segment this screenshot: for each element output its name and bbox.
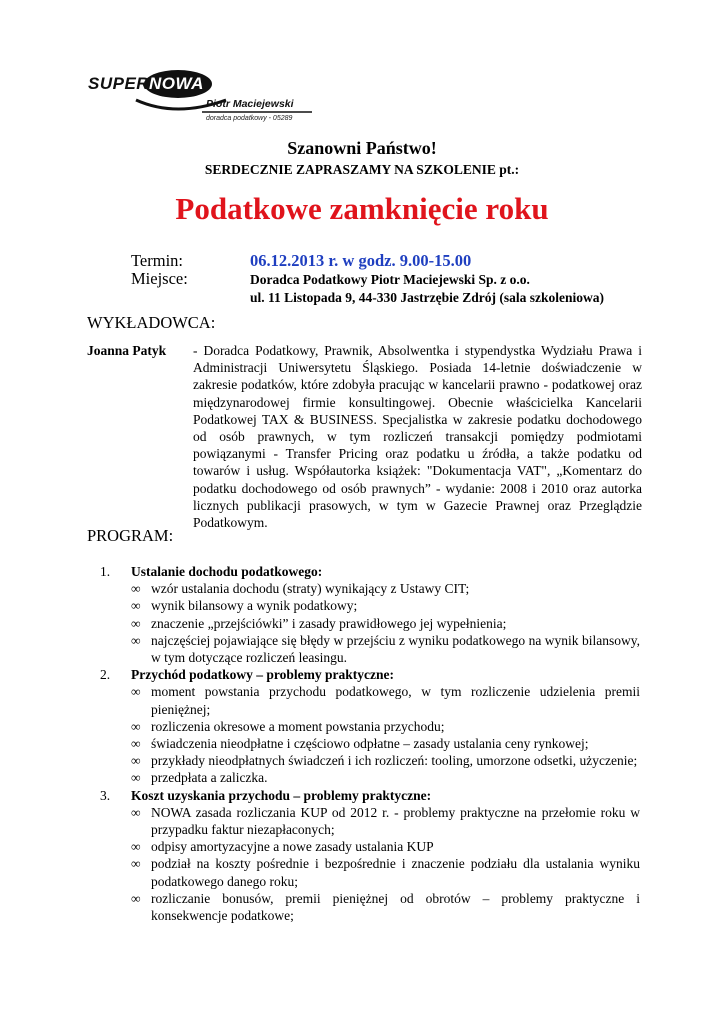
- logo-super-text: SUPER: [88, 74, 150, 93]
- logo-nowa-text: NOWA: [149, 74, 204, 93]
- program-bullet-list: [131, 683, 640, 786]
- list-item: [131, 855, 640, 889]
- miejsce-line-1: Doradca Podatkowy Piotr Maciejewski Sp. z o.o.: [250, 272, 530, 287]
- miejsce-label: Miejsce:: [131, 269, 188, 288]
- termin-label: Termin:: [131, 251, 183, 270]
- infinity-bullet-icon: ∞: [131, 581, 141, 597]
- list-item: [131, 683, 640, 717]
- list-item-text: przedpłata a zaliczka.: [151, 770, 268, 786]
- list-item-text: najczęściej pojawiające się błędy w przejściu z wyniku podatkowego na wynik bilansowy, w tym dotyczące rozliczeń leasingu.: [151, 632, 640, 666]
- program-section: [100, 563, 640, 666]
- lecturer-block: [87, 342, 642, 531]
- infinity-bullet-icon: ∞: [131, 736, 141, 752]
- infinity-bullet-icon: ∞: [131, 718, 141, 734]
- list-item: [131, 890, 640, 924]
- list-item: [131, 718, 640, 735]
- list-item: [131, 735, 640, 752]
- infinity-bullet-icon: ∞: [131, 684, 141, 700]
- program-section-number: 3.: [100, 787, 111, 803]
- program-bullet-list: [131, 804, 640, 924]
- infinity-bullet-icon: ∞: [131, 839, 141, 855]
- program-heading: PROGRAM:: [87, 526, 174, 545]
- infinity-bullet-icon: ∞: [131, 856, 141, 872]
- list-item: [131, 615, 640, 632]
- logo-subtitle: doradca podatkowy - 05289: [206, 115, 293, 122]
- program-section: [100, 787, 640, 925]
- list-item-text: podział na koszty pośrednie i bezpośrednie i znaczenie podziału dla ustalania wyniku podatkowego danego roku;: [151, 856, 640, 889]
- infinity-bullet-icon: ∞: [131, 632, 141, 648]
- list-item-text: odpisy amortyzacyjne a nowe zasady ustalania KUP: [151, 839, 434, 855]
- program-bullet-list: [131, 580, 640, 666]
- document-title: Podatkowe zamknięcie roku: [175, 191, 549, 226]
- list-item-text: moment powstania przychodu podatkowego, w tym rozliczenie udzielenia premii pieniężnej;: [151, 684, 640, 717]
- company-logo: [86, 60, 326, 130]
- program-section-heading: Ustalanie dochodu podatkowego:: [131, 564, 323, 579]
- list-item: [131, 580, 640, 597]
- program-section-heading: Koszt uzyskania przychodu – problemy praktyczne:: [131, 787, 432, 803]
- lecturer-heading: WYKŁADOWCA:: [87, 313, 216, 332]
- list-item-text: rozliczenia okresowe a moment powstania przychodu;: [151, 718, 445, 734]
- program-section: [100, 666, 640, 786]
- program-list: [100, 563, 640, 924]
- list-item-text: wzór ustalania dochodu (straty) wynikający z Ustawy CIT;: [151, 581, 470, 597]
- infinity-bullet-icon: ∞: [131, 598, 141, 614]
- termin-value: 06.12.2013 r. w godz. 9.00-15.00: [250, 251, 472, 270]
- infinity-bullet-icon: ∞: [131, 804, 141, 820]
- list-item-text: rozliczanie bonusów, premii pieniężnej od obrotów – problemy praktyczne i konsekwencje podatkowe;: [151, 890, 640, 924]
- list-item-text: przykłady nieodpłatnych świadczeń i ich rozliczeń: tooling, umorzone odsetki, użyczenie;: [151, 753, 638, 769]
- list-item-text: wynik bilansowy a wynik podatkowy;: [151, 598, 358, 614]
- infinity-bullet-icon: ∞: [131, 753, 141, 769]
- lecturer-bio: - Doradca Podatkowy, Prawnik, Absolwentka i stypendystka Wydziału Prawa i Administracji Uniwersytetu Śląskiego. Posiada 14-letnie doświadczenie w zakresie podatków, które zdobyła pracując w kancelarii prawno - podatkowej oraz międzynarodowej firmie konsultingowej. Obecnie właścicielka Kancelarii Podatkowej TAX & BUSINESS. Specjalistka w zakresie podatku dochodowego od osób prawnych, w tym rozliczeń transakcji pomiędzy podmiotami powiązanymi - Transfer Pricing oraz podatku u źródła, a także podatku od towarów i usług. Współautorka książek: "Dokumentacja VAT", „Komentarz do podatku dochodowego od osób prawnych” - wydanie: 2008 i 2010 oraz autorka licznych publikacji prasowych, w tym w Gazecie Prawnej oraz Przeglądzie Podatkowym.: [193, 343, 642, 531]
- program-section-heading: Przychód podatkowy – problemy praktyczne:: [131, 667, 394, 683]
- list-item-text: NOWA zasada rozliczania KUP od 2012 r. - problemy praktyczne na przełomie roku w przypadku faktur niezapłaconych;: [151, 804, 640, 838]
- list-item: [131, 804, 640, 838]
- list-item-text: świadczenia nieodpłatne i częściowo odpłatne – zasady ustalania ceny rynkowej;: [151, 736, 589, 752]
- invitation: SERDECZNIE ZAPRASZAMY NA SZKOLENIE pt.:: [204, 162, 520, 177]
- list-item: [131, 838, 640, 855]
- infinity-bullet-icon: ∞: [131, 615, 141, 631]
- program-section-number: 1.: [100, 564, 111, 579]
- greeting: Szanowni Państwo!: [287, 138, 437, 158]
- list-item-text: znaczenie „przejściówki” i zasady prawidłowego jej wypełnienia;: [151, 615, 507, 631]
- program-section-number: 2.: [100, 667, 111, 683]
- logo-name: Piotr Maciejewski: [206, 98, 294, 110]
- list-item: [131, 632, 640, 666]
- list-item: [131, 597, 640, 614]
- miejsce-line-2: ul. 11 Listopada 9, 44-330 Jastrzębie Zdrój (sala szkoleniowa): [250, 290, 605, 305]
- infinity-bullet-icon: ∞: [131, 890, 141, 906]
- list-item: [131, 752, 640, 769]
- list-item: [131, 769, 640, 786]
- lecturer-name: Joanna Patyk: [87, 343, 167, 358]
- infinity-bullet-icon: ∞: [131, 770, 141, 786]
